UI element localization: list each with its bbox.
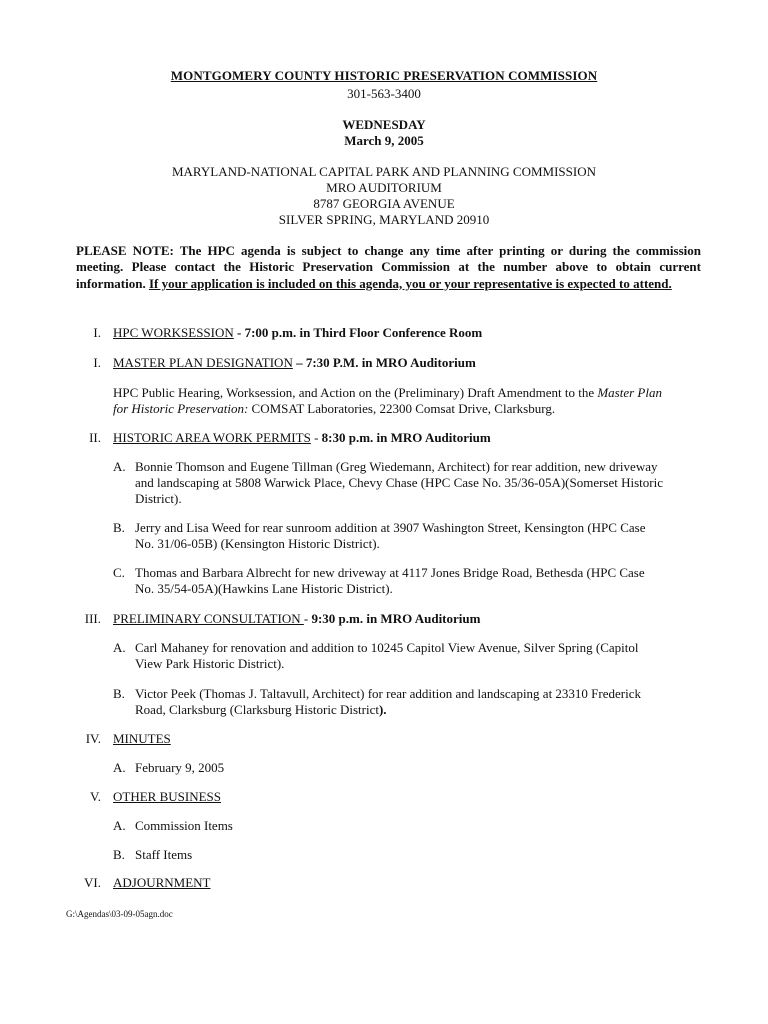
section-number: VI. <box>84 875 101 890</box>
section-number: IV. <box>85 731 101 746</box>
description-italic: for Historic Preservation: <box>113 401 249 416</box>
section-title: HPC WORKSESSION <box>113 325 234 340</box>
section-detail: - 7:00 p.m. in Third Floor Conference Room <box>233 325 483 340</box>
address-line: 8787 GEORGIA AVENUE <box>313 196 455 211</box>
item-line: District). <box>135 491 182 506</box>
section-title: MINUTES <box>113 731 171 746</box>
item-letter: B. <box>113 520 125 535</box>
item-letter: B. <box>113 847 125 862</box>
section-title: HISTORIC AREA WORK PERMITS <box>113 430 311 445</box>
item-line: Jerry and Lisa Weed for rear sunroom addition at 3907 Washington Street, Kensington (HPC Case <box>135 520 646 535</box>
section-title: OTHER BUSINESS <box>113 789 221 804</box>
section-title: ADJOURNMENT <box>113 875 211 890</box>
section-heading <box>113 355 476 371</box>
item-text: Road, Clarksburg (Clarksburg Historic District <box>135 702 379 717</box>
note-text: PLEASE NOTE: The HPC agenda is subject to change any time after printing or during the commission meeting. Please contact the Historic Preservation Commission at the number above to obtain current information. <box>76 243 701 291</box>
section-number: II. <box>89 430 101 445</box>
section-number: III. <box>84 611 101 626</box>
description-italic: Master Plan <box>597 385 662 400</box>
meeting-day: WEDNESDAY <box>342 117 426 132</box>
section-heading <box>113 430 491 446</box>
section-title: PRELIMINARY CONSULTATION <box>113 611 304 626</box>
item-line: Victor Peek (Thomas J. Taltavull, Architect) for rear addition and landscaping at 23310 Frederick <box>135 686 641 701</box>
section-heading <box>113 611 480 627</box>
section-number: V. <box>90 789 101 804</box>
item-line <box>135 702 387 718</box>
note-emphasis: If your application is included on this agenda, you or your representative is expected to attend. <box>148 275 672 291</box>
item-letter: A. <box>113 459 126 474</box>
item-line: February 9, 2005 <box>135 760 225 775</box>
address-line: MARYLAND-NATIONAL CAPITAL PARK AND PLANNING COMMISSION <box>171 164 596 179</box>
item-line: and landscaping at 5808 Warwick Place, Chevy Chase (HPC Case No. 35/36-05A)(Somerset Historic <box>135 475 663 490</box>
section-number: I. <box>93 325 101 340</box>
item-line: No. 31/06-05B) (Kensington Historic District). <box>135 536 380 551</box>
item-letter: A. <box>113 640 126 655</box>
address-line: MRO AUDITORIUM <box>326 180 442 195</box>
section-description <box>113 401 555 417</box>
section-title: MASTER PLAN DESIGNATION <box>113 355 293 370</box>
item-line: Staff Items <box>135 847 193 862</box>
item-line: No. 35/54-05A)(Hawkins Lane Historic District). <box>135 581 393 596</box>
description-text: HPC Public Hearing, Worksession, and Action on the (Preliminary) Draft Amendment to the <box>113 385 598 400</box>
item-line: View Park Historic District). <box>135 656 285 671</box>
item-line: Carl Mahaney for renovation and addition to 10245 Capitol View Avenue, Silver Spring (Capitol <box>135 640 639 655</box>
meeting-date: March 9, 2005 <box>344 133 424 148</box>
item-letter: C. <box>113 565 125 580</box>
section-detail: 9:30 p.m. in MRO Auditorium <box>311 611 481 626</box>
commission-phone: 301-563-3400 <box>347 86 421 101</box>
item-text-bold: ). <box>378 702 387 717</box>
item-letter: A. <box>113 760 126 775</box>
section-detail: – 7:30 P.M. in MRO Auditorium <box>292 355 476 370</box>
description-text: COMSAT Laboratories, 22300 Comsat Drive, Clarksburg. <box>248 401 556 416</box>
item-letter: A. <box>113 818 126 833</box>
section-separator: - <box>310 430 322 445</box>
section-heading <box>113 325 482 341</box>
please-note-paragraph <box>76 243 701 292</box>
item-line: Thomas and Barbara Albrecht for new driveway at 4117 Jones Bridge Road, Bethesda (HPC Case <box>135 565 645 580</box>
section-detail: 8:30 p.m. in MRO Auditorium <box>321 430 491 445</box>
item-line: Bonnie Thomson and Eugene Tillman (Greg Wiedemann, Architect) for rear addition, new driveway <box>135 459 658 474</box>
section-separator: - <box>303 611 312 626</box>
section-number: I. <box>93 355 101 370</box>
item-line: Commission Items <box>135 818 233 833</box>
section-description <box>113 385 713 401</box>
commission-title: MONTGOMERY COUNTY HISTORIC PRESERVATION COMMISSION <box>170 68 598 83</box>
item-letter: B. <box>113 686 125 701</box>
address-line: SILVER SPRING, MARYLAND 20910 <box>278 212 490 227</box>
file-path-footer: G:\Agendas\03-09-05agn.doc <box>66 909 173 919</box>
